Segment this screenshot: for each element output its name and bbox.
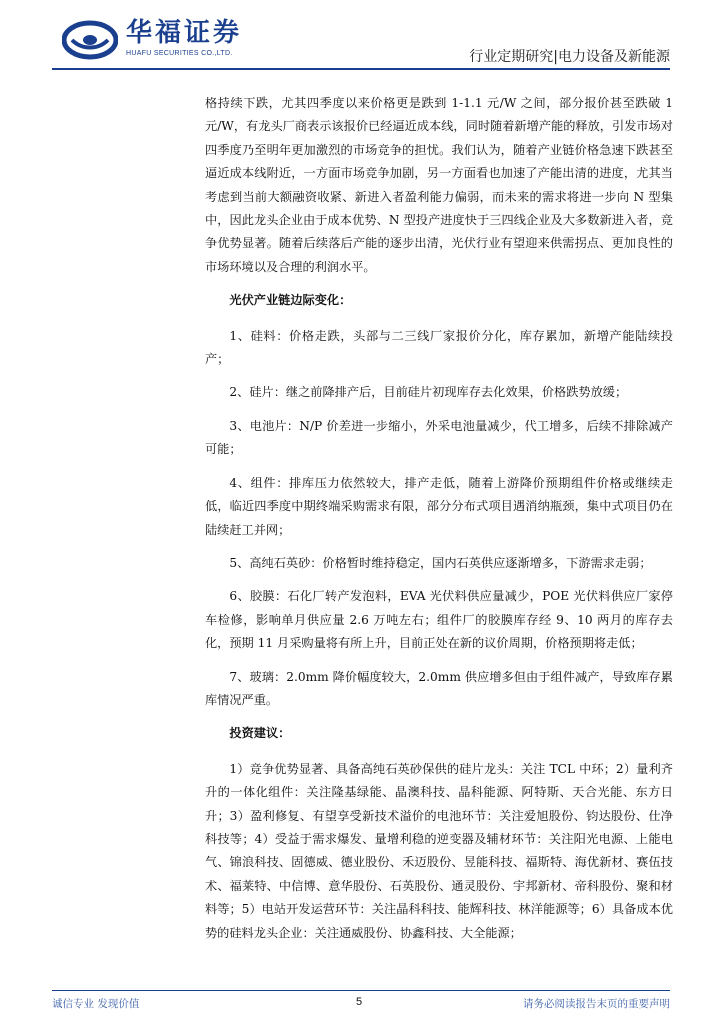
list-item: 2、硅片：继之前降排产后，目前硅片初现库存去化效果，价格跌势放缓；: [229, 385, 628, 400]
page-number: 5: [356, 996, 363, 1008]
header-divider: [52, 68, 670, 70]
company-logo: [62, 18, 252, 62]
section-title-industry-changes: 光伏产业链边际变化：: [229, 293, 352, 308]
section-title-investment-advice: 投资建议：: [229, 726, 291, 741]
main-content: [205, 92, 673, 955]
list-item: 5、高纯石英砂：价格暂时维持稳定，国内石英供应逐渐增多，下游需求走弱；: [229, 555, 652, 570]
logo-english-name: HUAFU SECURITIES CO.,LTD.: [126, 50, 233, 57]
list-item: 1、硅料：价格走跌，头部与二三线厂家报价分化，库存累加，新增产能陆续投产；: [205, 328, 673, 367]
intro-paragraph: 格持续下跌，尤其四季度以来价格更是跌到 1-1.1 元/W 之间，部分报价甚至跌破 1 元/W，有龙头厂商表示该报价已经逼近成本线，同时随着新增产能的释放，引发市场对四季度乃至明年更加激烈的市场竞争的担忧。我们认为，随着产业链价格急速下跌甚至逼近成本线附近，一方面市场竞争加剧，另一方面看也加速了产能出清的进度，尤其当考虑到当前大额融资收紧、新进入者盈利能力偏弱，而未来的需求将进一步向 N 型集中，因此龙头企业由于成本优势、N 型投产进度快于三四线企业及大多数新进入者，竞争优势显著。随着后续落后产能的逐步出清，光伏行业有望迎来供需拐点、更加良性的市场环境以及合理的利润水平。: [205, 96, 673, 274]
footer-divider: [52, 990, 670, 991]
footer-slogan: 诚信专业 发现价值: [52, 998, 140, 1010]
report-type: 行业定期研究|电力设备及新能源: [469, 49, 670, 65]
huafu-logo-icon: [62, 20, 118, 60]
logo-chinese-name: 华福证券: [126, 18, 243, 48]
list-item: 6、胶膜：石化厂转产发泡料，EVA 光伏料供应量减少，POE 光伏料供应厂家停车检修，影响单月供应量 2.6 万吨左右；组件厂的胶膜库存经 9、10 两月的库存去化，预期 11 月采购量将有所上升，目前正处在新的议价周期，价格预期将走低；: [205, 589, 673, 651]
list-item: 3、电池片：N/P 价差进一步缩小，外采电池量减少，代工增多，后续不排除减产可能；: [205, 418, 673, 457]
footer-disclaimer: 请务必阅读报告末页的重要声明: [523, 998, 670, 1010]
advice-paragraph: 1）竞争优势显著、具备高纯石英砂保供的硅片龙头：关注 TCL 中环；2）量利齐升的一体化组件：关注隆基绿能、晶澳科技、晶科能源、阿特斯、天合光能、东方日升；3）盈利修复、有望享受新技术溢价的电池环节：关注爱旭股份、钧达股份、仕净科技等；4）受益于需求爆发、量增利稳的逆变器及辅材环节：关注阳光电源、上能电气、锦浪科技、固德威、德业股份、禾迈股份、昱能科技、福斯特、海优新材、赛伍技术、福莱特、中信博、意华股份、石英股份、通灵股份、宇邦新材、帝科股份、聚和材料等；5）电站开发运营环节：关注晶科科技、能辉科技、林洋能源等；6）具备成本优势的硅料龙头企业：关注通威股份、协鑫科技、大全能源；: [205, 761, 673, 940]
list-item: 7、玻璃：2.0mm 降价幅度较大，2.0mm 供应增多但由于组件减产，导致库存累库情况严重。: [205, 669, 673, 707]
list-item: 4、组件：排库压力依然较大，排产走低，随着上游降价预期组件价格或继续走低，临近四季度中期终端采购需求有限，部分分布式项目遇消纳瓶颈，集中式项目仍在陆续赶工并网；: [205, 475, 673, 537]
